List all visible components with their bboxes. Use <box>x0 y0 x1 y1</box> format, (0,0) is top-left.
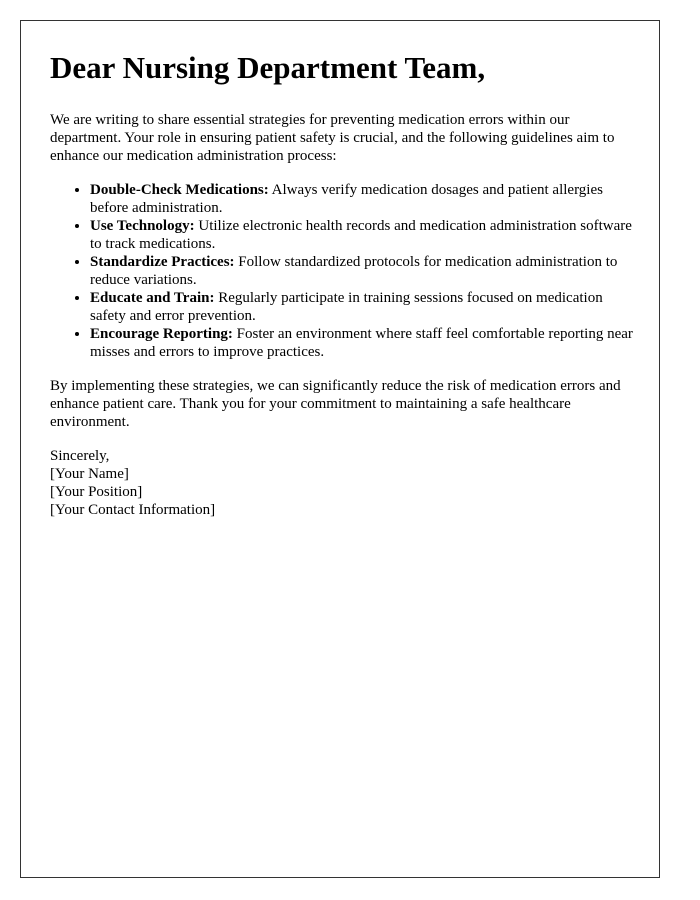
strategy-item-double-check <box>90 181 640 217</box>
strategy-label: Educate and Train: <box>90 290 215 306</box>
closing-paragraph: By implementing these strategies, we can significantly reduce the risk of medication errors and enhance patient care. Thank you for your commitment to maintaining a safe healthcare environment. <box>50 378 621 430</box>
strategy-item-reporting <box>90 325 640 361</box>
letter-greeting: Dear Nursing Department Team, <box>50 50 486 85</box>
signer-name: [Your Name] <box>50 466 129 482</box>
strategy-text: Regularly participate in training sessions focused on medication safety and error prevention. <box>90 290 603 324</box>
strategy-list <box>50 181 640 361</box>
strategy-item-standardize <box>90 253 640 289</box>
strategy-text: Utilize electronic health records and medication administration software to track medications. <box>90 218 632 252</box>
strategy-text: Always verify medication dosages and patient allergies before administration. <box>90 182 603 216</box>
strategy-label: Standardize Practices: <box>90 254 235 270</box>
strategy-label: Encourage Reporting: <box>90 326 233 342</box>
signer-position: [Your Position] <box>50 484 143 500</box>
intro-paragraph: We are writing to share essential strategies for preventing medication errors within our department. Your role in ensuring patient safety is crucial, and the following guidelines aim to enhance our medication administration process: <box>50 112 615 164</box>
strategy-item-use-technology <box>90 217 640 253</box>
strategy-text: Follow standardized protocols for medication administration to reduce variations. <box>90 254 618 288</box>
letter-content <box>50 49 640 519</box>
signoff: Sincerely, <box>50 448 110 464</box>
strategy-label: Double-Check Medications: <box>90 182 269 198</box>
strategy-item-educate <box>90 289 640 325</box>
letter-page <box>20 20 660 878</box>
strategy-text: Foster an environment where staff feel comfortable reporting near misses and errors to improve practices. <box>90 326 633 360</box>
signer-contact: [Your Contact Information] <box>50 502 216 518</box>
signature-block <box>50 447 640 519</box>
strategy-label: Use Technology: <box>90 218 195 234</box>
